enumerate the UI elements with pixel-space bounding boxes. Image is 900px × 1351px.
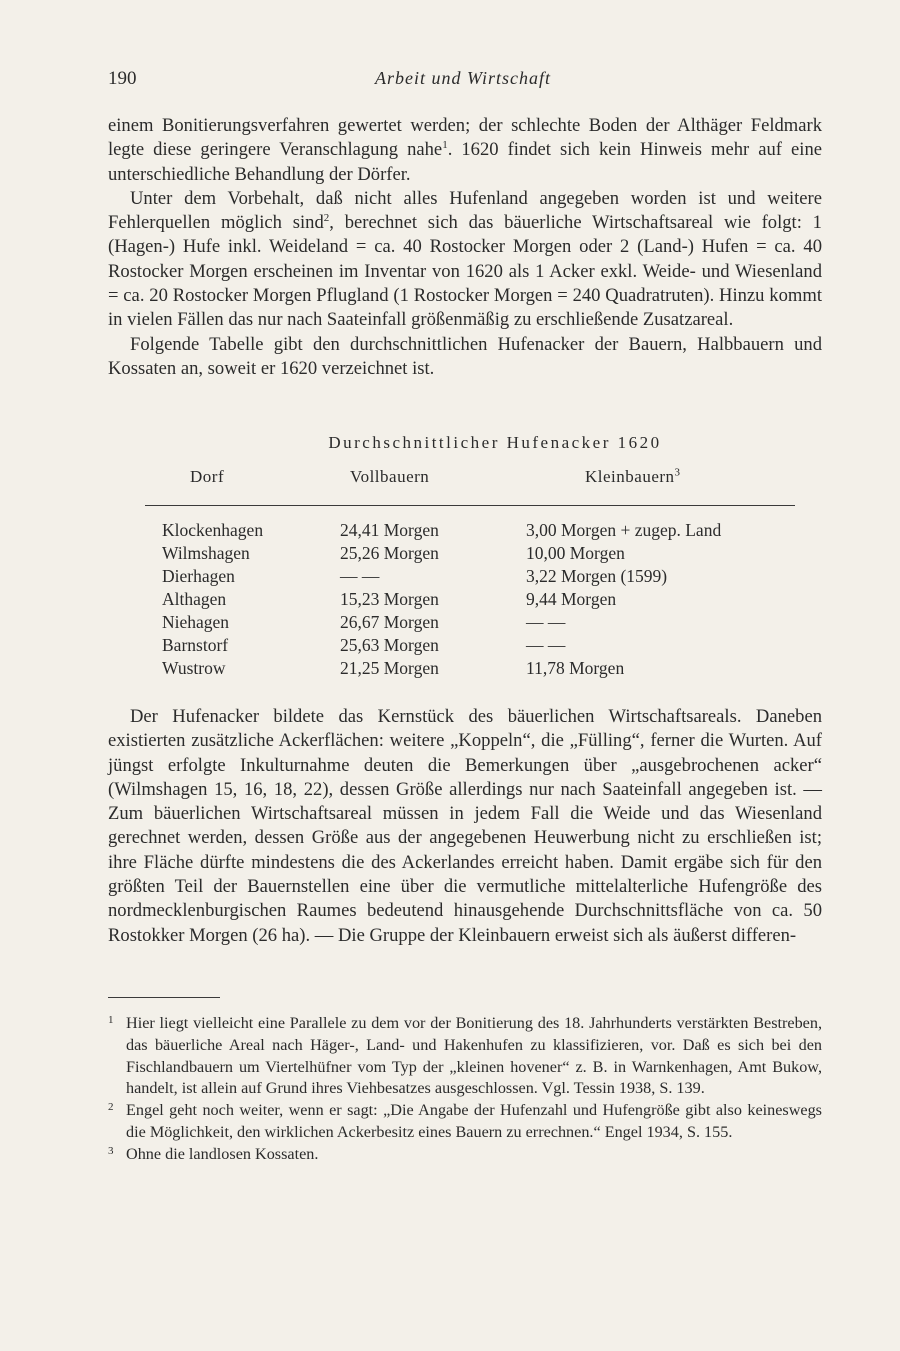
cell-kleinbauern: 9,44 Morgen <box>526 589 617 609</box>
page-header <box>108 68 818 96</box>
cell-vollbauern: 26,67 Morgen <box>340 612 439 632</box>
page-number: 190 <box>108 68 137 89</box>
cell-vollbauern: — — <box>340 566 380 586</box>
cell-vollbauern: 24,41 Morgen <box>340 520 439 540</box>
paragraph-1-text-b: . 1620 findet sich kein Hinweis mehr auf eine unterschiedliche Behandlung der Dörfer. <box>108 139 822 185</box>
footnote <box>108 1100 822 1144</box>
table-row <box>162 612 822 635</box>
cell-village: Klockenhagen <box>162 520 264 540</box>
header-vollbauern: Vollbauern <box>350 467 430 486</box>
cell-village: Wilmshagen <box>162 543 250 563</box>
cell-kleinbauern: — — <box>526 612 566 632</box>
paragraph-1-text: einem Bonitierungsverfahren gewertet werden; der schlechte Boden der Althäger Feldmark legte diese geringere Veranschlagung nahe <box>108 115 822 161</box>
table-header-row <box>108 467 822 497</box>
paragraph-2 <box>108 187 822 333</box>
table-row <box>162 520 822 543</box>
table-rule <box>145 505 795 506</box>
cell-kleinbauern: 3,00 Morgen + zugep. Land <box>526 520 722 540</box>
cell-village: Althagen <box>162 589 227 609</box>
footnote-mark: 3 <box>108 1144 114 1157</box>
footnote-ref-1: 1 <box>442 139 448 152</box>
paragraph-2-text-a: Unter dem Vorbehalt, daß nicht alles Hufenland angegeben worden ist und weitere Fehlerquellen möglich sind <box>108 187 822 234</box>
footnote-text: Engel geht noch weiter, wenn er sagt: „Die Angabe der Hufenzahl und Hufengröße gibt also keineswegs die Möglichkeit, den wirklichen Ackerbesitz eines Bauern zu errechnen.“ Engel 1934, S. 155. <box>126 1101 822 1141</box>
footnote-mark: 1 <box>108 1014 114 1026</box>
hufenacker-table <box>108 433 822 497</box>
cell-vollbauern: 21,25 Morgen <box>340 658 439 678</box>
table-body <box>162 520 822 681</box>
cell-vollbauern: 25,26 Morgen <box>340 543 439 563</box>
cell-village: Barnstorf <box>162 635 229 655</box>
cell-kleinbauern: 10,00 Morgen <box>526 543 625 563</box>
footnote-text: Hier liegt vielleicht eine Parallele zu dem vor der Bonitierung des 18. Jahrhunderts verstärkten Bestreben, das bäuerliche Areal nach Häger-, Land- und Hakenhufen zu klassifizieren, vor. Daß es sich bei den Fischlandbauern um Viertelhüfner vom Typ der „kleinen hovener“ z. B. in Warnkenhagen, Amt Bukow, handelt, ist allein auf Grund ihres Viehbesatzes ausgeschlossen. Vgl. Tessin 1938, S. 139. <box>126 1014 822 1098</box>
cell-vollbauern: 15,23 Morgen <box>340 589 439 609</box>
footnote-text: Ohne die landlosen Kossaten. <box>126 1144 319 1163</box>
table-row <box>162 543 822 566</box>
cell-village: Wustrow <box>162 658 226 678</box>
footnote-rule <box>108 997 220 998</box>
footnote-ref-2: 2 <box>323 212 330 224</box>
cell-kleinbauern: 3,22 Morgen (1599) <box>526 566 668 586</box>
footnote-mark: 2 <box>108 1101 114 1114</box>
paragraph-1 <box>108 114 822 187</box>
cell-kleinbauern: 11,78 Morgen <box>526 658 625 678</box>
table-row <box>162 635 822 658</box>
footnotes <box>108 1013 822 1166</box>
cell-vollbauern: 25,63 Morgen <box>340 635 439 655</box>
header-kleinbauern-label: Kleinbauern <box>585 467 675 486</box>
table-row <box>162 566 822 589</box>
footnote <box>108 1013 822 1100</box>
running-title: Arbeit und Wirtschaft <box>375 68 551 88</box>
header-kleinbauern <box>585 467 681 487</box>
paragraph-2-text-b: , berechnet sich das bäuerliche Wirtschaftsareal wie folgt: 1 (Hagen-) Hufe inkl. Weideland = ca. 40 Rostocker Morgen oder 2 (Land-) Hufen = ca. 40 Rostocker Morgen erscheinen im Inventar von 1620 als 1 Acker exkl. Weide- und Wiesenland = ca. 20 Rostocker Morgen Pflugland (1 Rostocker Morgen = 240 Quadratruten). Hinzu kommt in vielen Fällen das nur nach Saateinfall größenmäßig zu erschließende Zusatzareal. <box>108 212 822 331</box>
footnote-ref-3: 3 <box>674 466 681 479</box>
body-text-top <box>108 114 822 381</box>
cell-kleinbauern: — — <box>526 635 566 655</box>
table-row <box>162 589 822 612</box>
header-dorf: Dorf <box>190 467 225 486</box>
cell-village: Niehagen <box>162 612 230 632</box>
cell-village: Dierhagen <box>162 566 235 586</box>
table-title: Durchschnittlicher Hufenacker 1620 <box>328 433 662 452</box>
footnote <box>108 1144 822 1166</box>
paragraph-4: Der Hufenacker bildete das Kernstück des bäuerlichen Wirtschaftsareals. Daneben existierten zusätzliche Ackerflächen: weitere „Koppeln“, die „Fülling“, ferner die Wurten. Auf jüngst erfolgte Inkulturnahme deuten die Bemerkungen über „ausgebrochenen acker“ (Wilmshagen 15, 16, 18, 22), dessen Größe allerdings nur nach Saateinfall angegeben ist. — Zum bäuerlichen Wirtschaftsareal müssen in jedem Fall die Weide und das Wiesenland gerechnet werden, dessen Größe aus der angegebenen Heuwerbung nicht zu erschließen ist; ihre Fläche dürfte mindestens die des Ackerlandes erreicht haben. Damit ergäbe sich für den größten Teil der Bauernstellen eine über die vermutliche mittelalterliche Hufengröße des nordmecklenburgischen Raumes bedeutend hinausgehende Durchschnittsfläche von ca. 50 Rostokker Morgen (26 ha). — Die Gruppe der Kleinbauern erweist sich als äußerst differen- <box>108 706 822 946</box>
table-row <box>162 658 822 681</box>
paragraph-3: Folgende Tabelle gibt den durchschnittlichen Hufenacker der Bauern, Halbbauern und Kossaten an, soweit er 1620 verzeichnet ist. <box>108 333 822 379</box>
body-text-bottom <box>108 705 822 948</box>
